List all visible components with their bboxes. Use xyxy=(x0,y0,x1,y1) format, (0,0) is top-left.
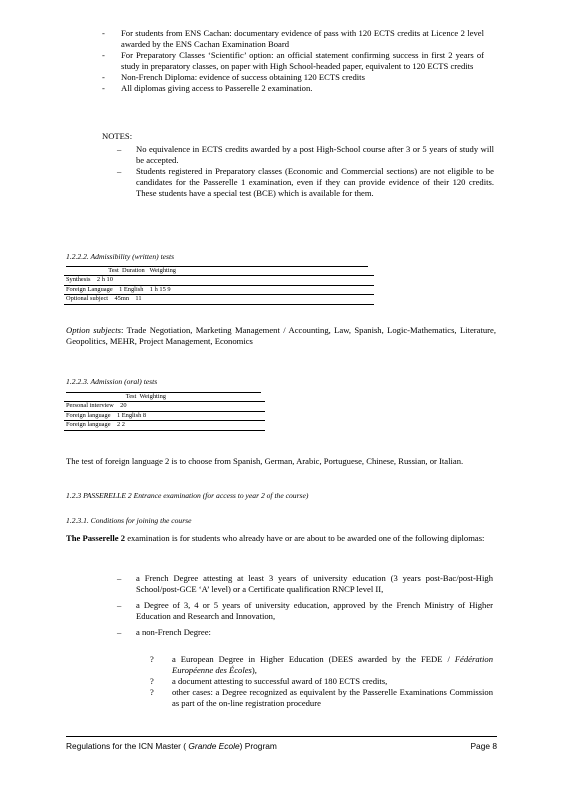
list-item: – a Degree of 3, 4 or 5 years of university education, approved by the French Ministry of Higher Education and Research and Innovation, xyxy=(117,600,493,621)
list-item: – a French Degree attesting at least 3 years of university education (3 years post-Bac/post-High School/post-GCE ‘A’ level) or a Certificate qualification RNCP level II, xyxy=(117,573,493,594)
notes-label: NOTES: xyxy=(102,131,133,141)
dash-marker: - xyxy=(102,72,105,82)
list-item: – a non-French Degree: xyxy=(117,627,211,637)
table-row: Personal interview 20 xyxy=(64,402,265,411)
dash-marker: - xyxy=(102,83,105,93)
list-item: ? a document attesting to successful award of 180 ECTS credits, xyxy=(150,676,388,686)
option-subjects-label: Option subjects xyxy=(66,325,121,335)
list-item: - For Preparatory Classes ‘Scientific’ option: an official statement confirming success in first 2 years of study in preparatory classes, on paper with High School-headed paper, equivalent to 120 ECTS credits xyxy=(102,50,484,71)
list-item: ? a European Degree in Higher Education (DEES awarded by the FEDE / Fédération Européenne des Écoles), xyxy=(150,654,493,675)
language-note: The test of foreign language 2 is to choose from Spanish, German, Arabic, Portuguese, Chinese, Russian, or Italian. xyxy=(66,456,464,466)
question-marker: ? xyxy=(150,687,154,697)
question-marker: ? xyxy=(150,654,154,664)
diploma-list xyxy=(117,573,493,638)
section-heading-written: 1.2.2.2. Admissibility (written) tests xyxy=(66,252,175,261)
dash-marker: - xyxy=(102,50,105,60)
column-header: Test Duration Weighting xyxy=(64,267,182,276)
passerelle-lead: The Passerelle 2 xyxy=(66,533,126,543)
endash-marker: – xyxy=(117,573,122,583)
footer-title: Regulations for the ICN Master ( Grande Ecole) Program xyxy=(66,741,277,751)
endash-marker: – xyxy=(117,627,122,637)
dash-marker: - xyxy=(102,28,105,38)
page-number: Page 8 xyxy=(470,741,497,751)
endash-marker: – xyxy=(117,166,122,176)
list-item: – No equivalence in ECTS credits awarded by a post High-School course after 3 or 5 years of study will be accepted. xyxy=(117,144,494,165)
endash-marker: – xyxy=(117,144,122,154)
table-row: Foreign Language 1 English 1 h 15 9 xyxy=(64,285,374,294)
endash-marker: – xyxy=(117,600,122,610)
non-french-sublist xyxy=(150,654,493,709)
passerelle-intro: The Passerelle 2 examination is for students who already have or are about to be awarded one of the following diplomas: xyxy=(66,533,485,543)
option-subjects: Option subjects: Trade Negotiation, Marketing Management / Accounting, Law, Spanish, Logic-Mathematics, Literature, Geopolitics, MEHR, Project Management, Economics xyxy=(66,325,496,346)
table-row: Foreign language 1 English 8 xyxy=(64,411,265,420)
footer-rule xyxy=(66,736,497,737)
table-row: Optional subject 45mn 11 xyxy=(64,295,374,304)
table-row: Synthesis 2 h 10 xyxy=(64,276,374,285)
list-item: - Non-French Diploma: evidence of success obtaining 120 ECTS credits xyxy=(102,72,365,82)
list-item: – Students registered in Preparatory classes (Economic and Commercial sections) are not eligible to be candidates for the Passerelle 1 examination, even if they can provide evidence of their 120 credits. These students have a special test (BCE) which is available for them. xyxy=(117,166,494,198)
column-header: Test Weighting xyxy=(64,393,170,402)
table-header-row xyxy=(64,393,265,402)
section-heading-passerelle2: 1.2.3 PASSERELLE 2 Entrance examination (for access to year 2 of the course) xyxy=(66,491,309,500)
notes-list xyxy=(117,144,494,199)
list-item: - All diplomas giving access to Passerelle 2 examination. xyxy=(102,83,313,93)
question-marker: ? xyxy=(150,676,154,686)
list-item: ? other cases: a Degree recognized as equivalent by the Passerelle Examinations Commission as part of the on-line registration procedure xyxy=(150,687,493,708)
list-item: - For students from ENS Cachan: documentary evidence of pass with 120 ECTS credits at Licence 2 level awarded by the ENS Cachan Examination Board xyxy=(102,28,484,49)
section-heading-conditions: 1.2.3.1. Conditions for joining the course xyxy=(66,516,192,525)
written-tests-table xyxy=(64,267,374,305)
section-heading-oral: 1.2.2.3. Admission (oral) tests xyxy=(66,377,158,386)
oral-tests-table xyxy=(64,393,265,431)
table-header-row xyxy=(64,267,374,276)
table-row: Foreign language 2 2 xyxy=(64,421,265,430)
top-list xyxy=(102,28,484,94)
